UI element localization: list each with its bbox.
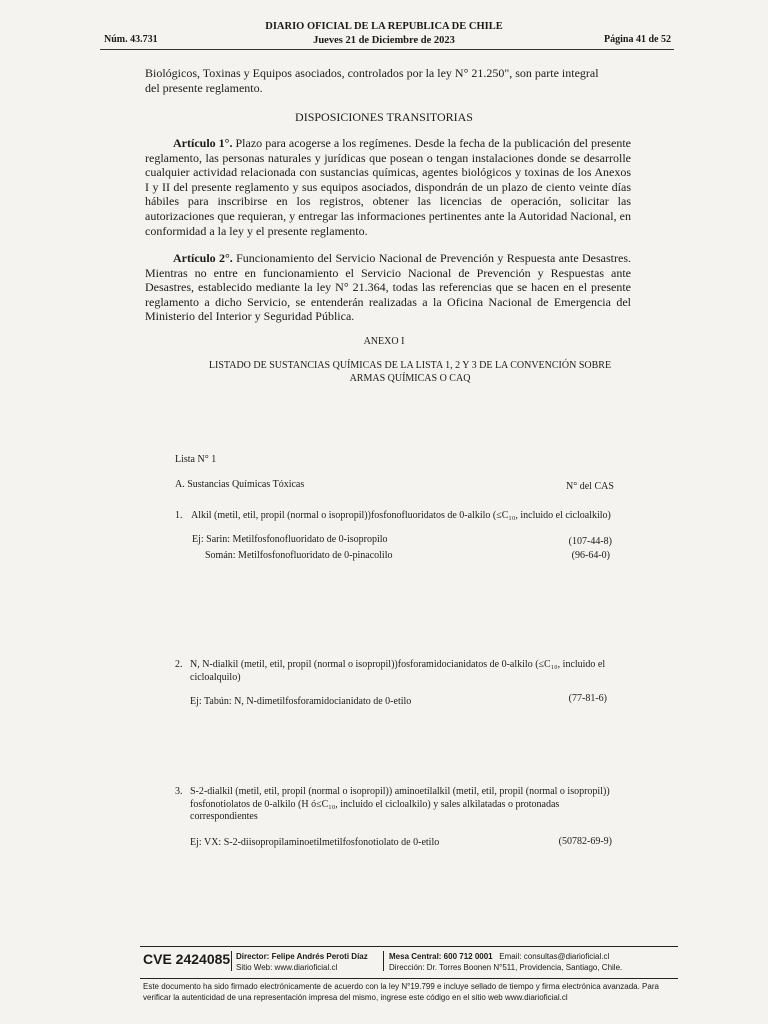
intro-line: del presente reglamento. xyxy=(145,80,263,95)
list-item-text xyxy=(190,659,630,684)
section-title: DISPOSICIONES TRANSITORIAS xyxy=(295,110,473,124)
footer-address: Dirección: Dr. Torres Boonen N°511, Providencia, Santiago, Chile. xyxy=(389,962,623,972)
footer-phone: Mesa Central: 600 712 0001 xyxy=(389,952,493,961)
footer-email: Email: consultas@diarioficial.cl xyxy=(499,952,610,961)
list-item-line: cicloalquilo) xyxy=(190,671,241,683)
intro-paragraph xyxy=(145,66,631,95)
article-1-text: Plazo para acogerse a los regímenes. Desde la fecha de la publicación del presente reglamento, las personas naturales y jurídicas que posean o tengan instalaciones donde se desarrolle cualquier actividad relacionada con sustancias químicas, agentes biológicos y toxinas de los Anexos I y II del presente reglamento y sus equipos asociados, dispondrán de un plazo de ciento veinte días hábiles para inscribirse en los registros, obtener las licencias de operación, solicitar las autorizaciones que requieran, y entregar las informaciones pertinentes ante la Autoridad Nacional, en conformidad a la ley y el presente reglamento. xyxy=(145,136,631,238)
list-title: Lista N° 1 xyxy=(175,454,217,465)
annex-subtitle-line: ARMAS QUÍMICAS O CAQ xyxy=(349,372,471,384)
list-item-text: Alkil (metil, etil, propil (normal o isopropil))fosfonofluoridatos de 0-alkilo (≤C₁₀, incluido el cicloalkilo) xyxy=(191,510,611,521)
annex-subtitle-line: LISTADO DE SUSTANCIAS QUÍMICAS DE LA LISTA 1, 2 Y 3 DE LA CONVENCIÓN SOBRE xyxy=(208,360,612,371)
example-label: Ej: VX: S-2-diisopropilaminoetilmetilfosfonotiolato de 0-etilo xyxy=(190,837,440,848)
list-section-a: A. Sustancias Químicas Tóxicas xyxy=(175,479,305,490)
footer-legal-notice: Este documento ha sido firmado electrónicamente de acuerdo con la ley N°19.799 e incluye sellado de tiempo y firma electrónica avanzada. Para verificar la autenticidad de una representación impresa del mismo, ingrese este código en el sitio web www.diarioficial.cl xyxy=(143,982,659,1002)
footer-website: Sitio Web: www.diarioficial.cl xyxy=(236,962,338,972)
example-label: Ej: Tabún: N, N-dimetilfosforamidocianidato de 0-etilo xyxy=(190,696,412,707)
page-number: Página 41 de 52 xyxy=(604,34,671,45)
list-item-text xyxy=(190,786,630,824)
footer-director-block xyxy=(236,952,368,973)
cas-number: (77-81-6) xyxy=(568,693,607,704)
cas-column-header: N° del CAS xyxy=(566,481,614,492)
list-item-number: 1. xyxy=(175,510,183,521)
cas-number: (107-44-8) xyxy=(568,536,612,547)
footer-divider xyxy=(140,978,678,979)
issue-number: Núm. 43.731 xyxy=(104,34,158,45)
cas-number: (50782-69-9) xyxy=(558,836,612,847)
list-item-line: S-2-dialkil (metil, etil, propil (normal o isopropil)) aminoetilalkil (metil, etil, propil (normal o isopropil)) xyxy=(190,786,610,797)
footer-separator xyxy=(383,951,384,971)
list-item-line: correspondientes xyxy=(190,811,258,822)
publication-title: DIARIO OFICIAL DE LA REPUBLICA DE CHILE xyxy=(265,21,503,32)
article-1 xyxy=(145,136,631,238)
example-label: Somán: Metilfosfonofluoridato de 0-pinacolilo xyxy=(205,550,393,561)
cve-code: CVE 2424085 xyxy=(143,951,231,967)
list-item-number: 3. xyxy=(175,786,183,797)
annex-subtitle xyxy=(0,360,768,385)
cas-number: (96-64-0) xyxy=(571,550,610,561)
header-divider xyxy=(100,49,674,50)
footer-contact-block xyxy=(389,952,679,973)
article-2-label: Artículo 2°. xyxy=(173,251,233,265)
article-1-label: Artículo 1°. xyxy=(173,136,233,150)
footer-divider xyxy=(140,946,678,947)
annex-title: ANEXO I xyxy=(363,336,405,347)
footer-director: Director: Felipe Andrés Peroti Díaz xyxy=(236,952,368,961)
list-item-line: N, N-dialkil (metil, etil, propil (normal o isopropil))fosforamidocianidatos de 0-alkilo (≤C₁₀, incluido el xyxy=(190,659,606,670)
list-item-line: fosfonotiolatos de 0-alkilo (H ó≤C₁₀, incluido el cicloalkilo) y sales alkilatadas o protonadas xyxy=(190,798,560,810)
example-label: Ej: Sarin: Metilfosfonofluoridato de 0-isopropilo xyxy=(192,534,388,545)
article-2-text: Funcionamiento del Servicio Nacional de Prevención y Respuesta ante Desastres. Mientras no entre en funcionamiento el Servicio Nacional de Prevención y Respuestas ante Desastres, establecido mediante la ley N° 21.364, todas las referencias que se hacen en el presente reglamento a dicho Servicio, se entenderán realizadas a la Oficina Nacional de Emergencia del Ministerio del Interior y Seguridad Pública. xyxy=(145,251,631,324)
article-2 xyxy=(145,251,631,324)
publication-date: Jueves 21 de Diciembre de 2023 xyxy=(313,35,455,46)
footer-separator xyxy=(231,951,232,971)
intro-line: Biológicos, Toxinas y Equipos asociados, controlados por la ley N° 21.250", son parte integral xyxy=(145,66,599,80)
list-item-number: 2. xyxy=(175,659,183,670)
